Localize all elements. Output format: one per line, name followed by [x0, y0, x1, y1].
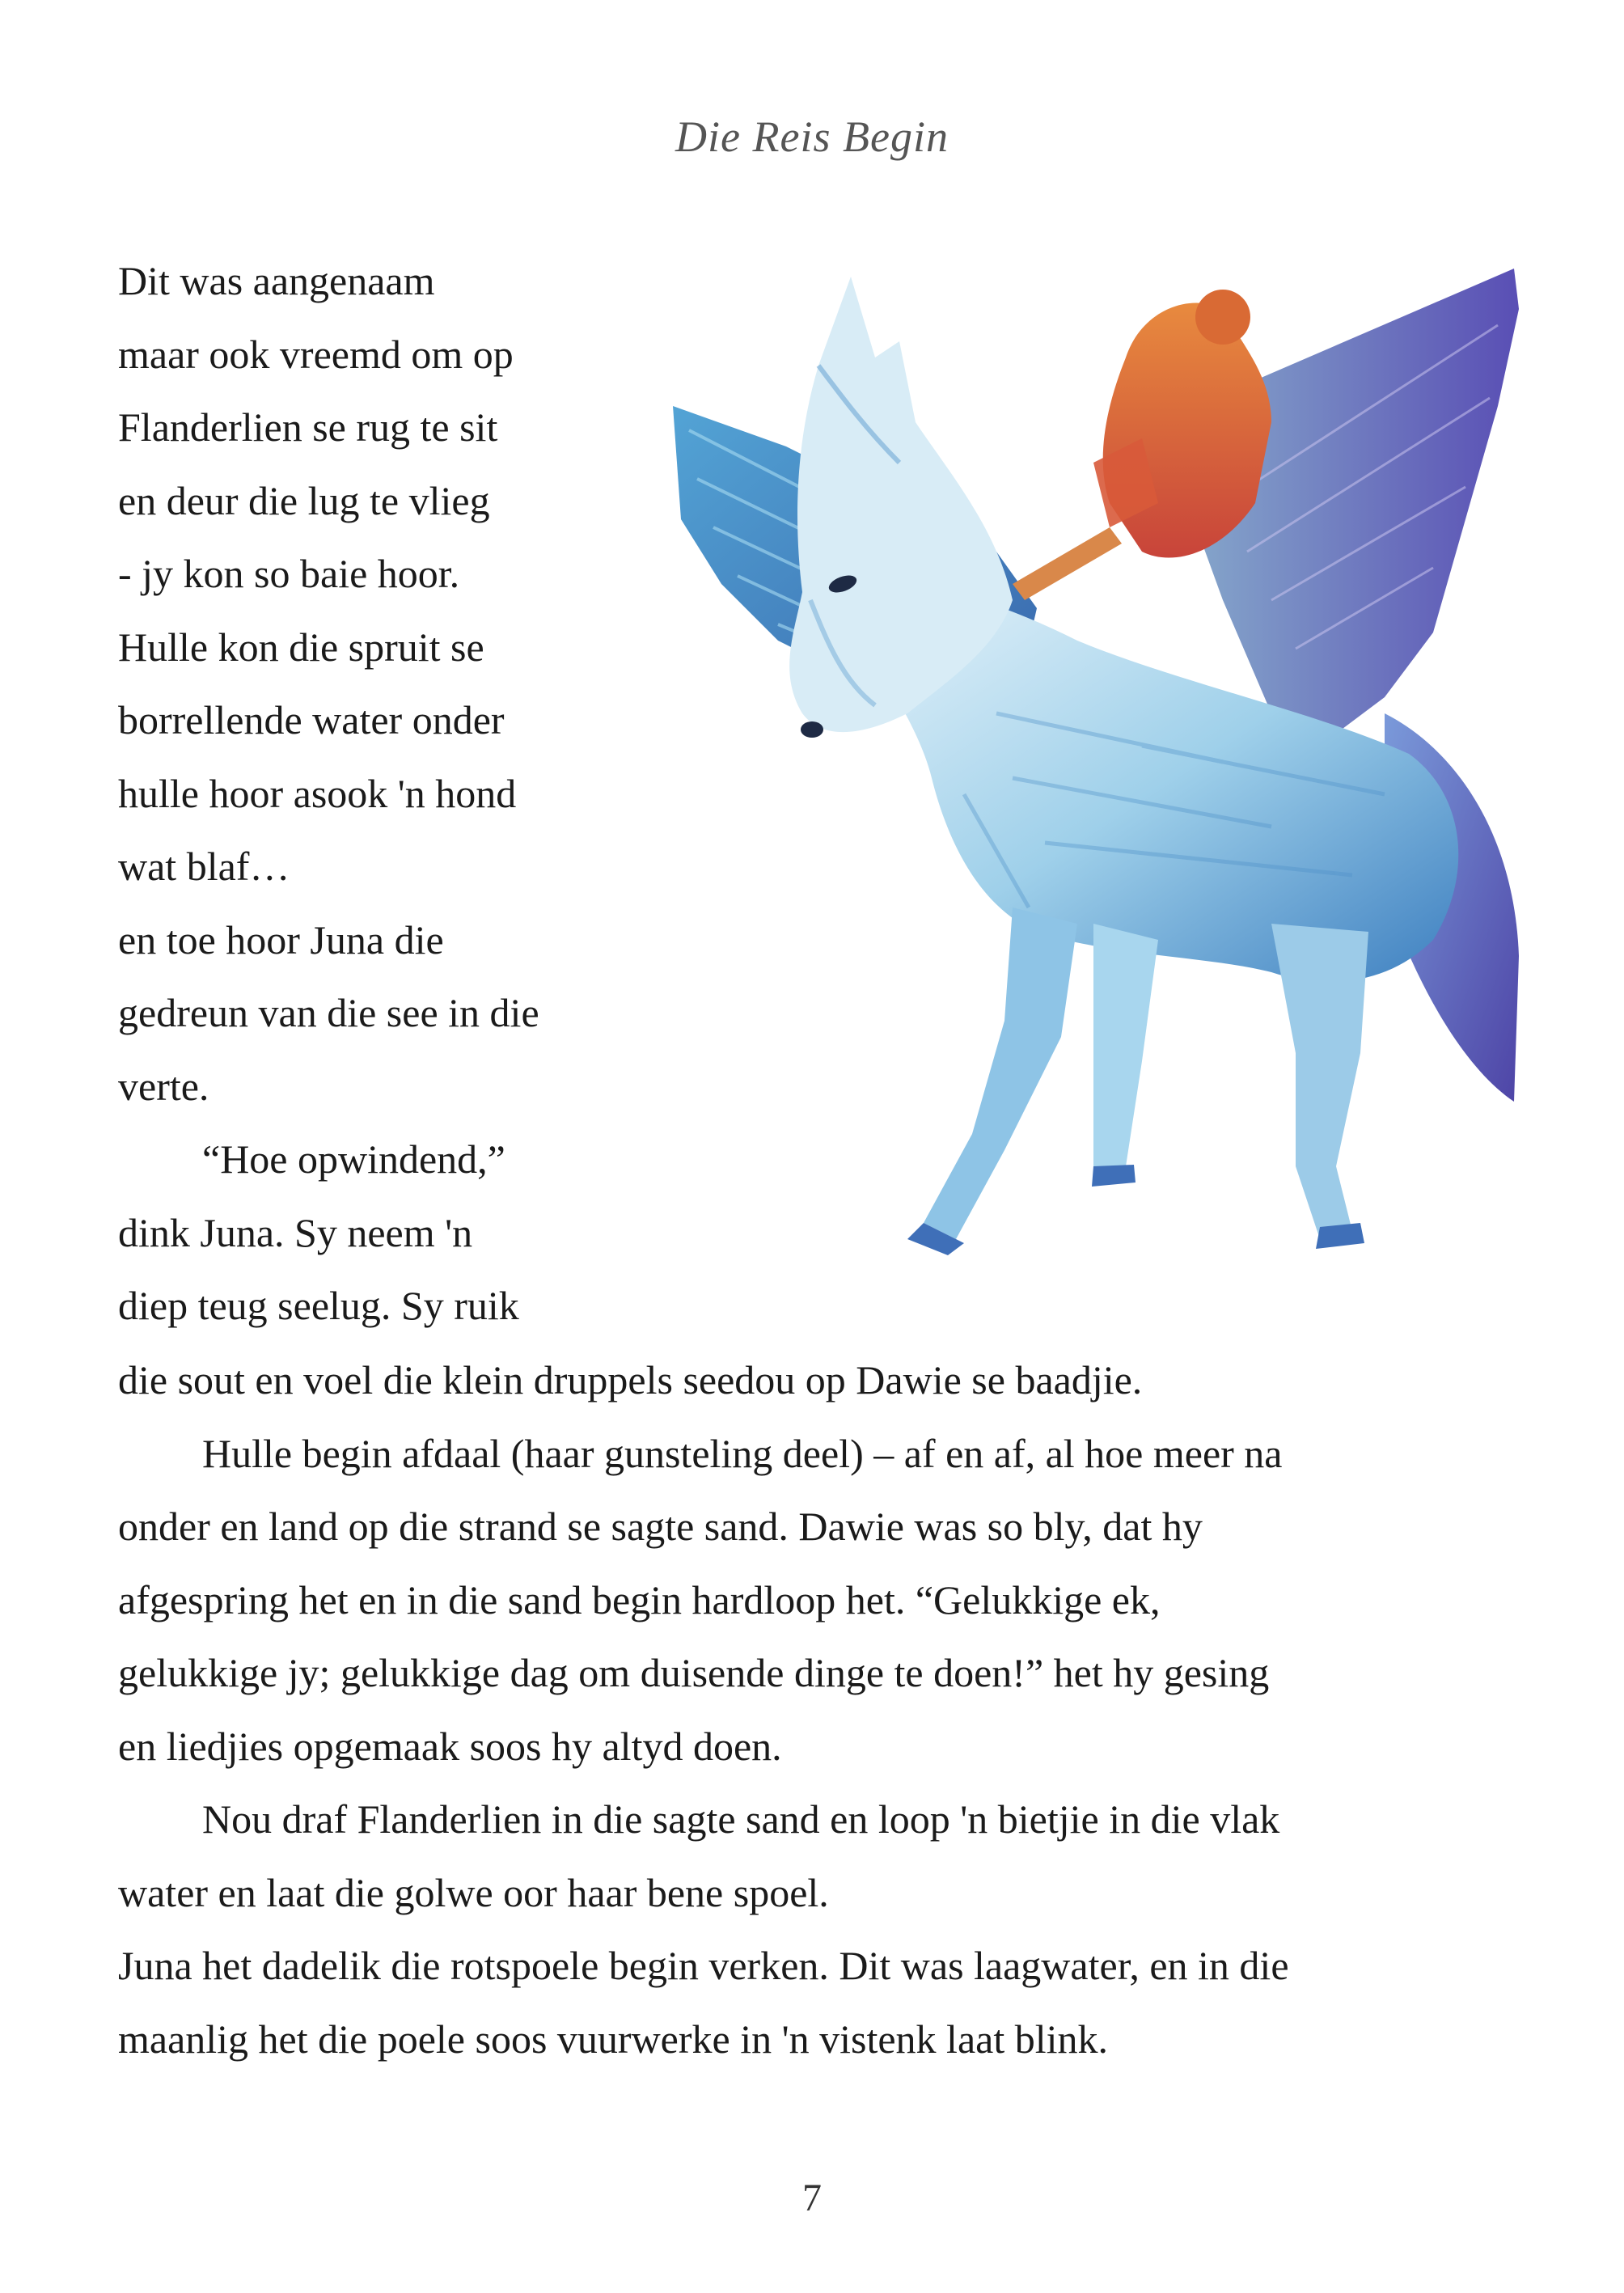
text-line-indented: “Hoe opwindend,”: [202, 1136, 505, 1182]
text-line: onder en land op die strand se sagte sand. Dawie was so bly, dat hy: [118, 1504, 1203, 1549]
text-line: wat blaf…: [118, 844, 290, 889]
text-line: en liedjies opgemaak soos hy altyd doen.: [118, 1723, 782, 1769]
text-line: water en laat die golwe oor haar bene spoel.: [118, 1869, 829, 1915]
wide-text-column: [118, 1343, 1509, 2075]
text-line: afgespring het en in die sand begin hardloop het. “Gelukkige ek,: [118, 1576, 1161, 1622]
text-line: verte.: [118, 1063, 209, 1109]
text-line: die sout en voel die klein druppels seedou op Dawie se baadjie.: [118, 1357, 1143, 1402]
text-line: Flanderlien se rug te sit: [118, 404, 498, 450]
text-line: borrellende water onder: [118, 697, 505, 742]
text-line-indented: Nou draf Flanderlien in die sagte sand en loop 'n bietjie in die vlak: [202, 1796, 1280, 1842]
narrow-text-column: [118, 244, 668, 1343]
text-line: gelukkige jy; gelukkige dag om duisende dinge te doen!” het hy gesing: [118, 1650, 1270, 1695]
text-line: Juna het dadelik die rotspoele begin verken. Dit was laagwater, en in die: [118, 1943, 1289, 1988]
text-line: Dit was aangenaam: [118, 258, 435, 303]
text-line: dink Juna. Sy neem 'n: [118, 1209, 473, 1255]
text-line: maanlig het die poele soos vuurwerke in 'n vistenk laat blink.: [118, 2016, 1108, 2062]
horse-nostril: [801, 721, 823, 738]
winged-horse-illustration: [657, 260, 1519, 1255]
page-number: 7: [802, 2177, 822, 2219]
text-line: en deur die lug te vlieg: [118, 477, 490, 523]
text-line: maar ook vreemd om op: [118, 331, 514, 377]
running-header-title: Die Reis Begin: [675, 112, 949, 161]
text-line: en toe hoor Juna die: [118, 916, 444, 962]
text-line: Hulle kon die spruit se: [118, 624, 484, 670]
hind-leg: [1271, 924, 1368, 1239]
text-line: diep teug seelug. Sy ruik: [118, 1283, 519, 1328]
text-line: gedreun van die see in die: [118, 990, 539, 1035]
front-leg-right: [1093, 924, 1158, 1174]
text-line: - jy kon so baie hoor.: [118, 551, 460, 596]
text-line: hulle hoor asook 'n hond: [118, 770, 517, 816]
front-leg-left: [924, 907, 1077, 1239]
text-line-indented: Hulle begin afdaal (haar gunsteling deel) – af en af, al hoe meer na: [202, 1430, 1283, 1476]
